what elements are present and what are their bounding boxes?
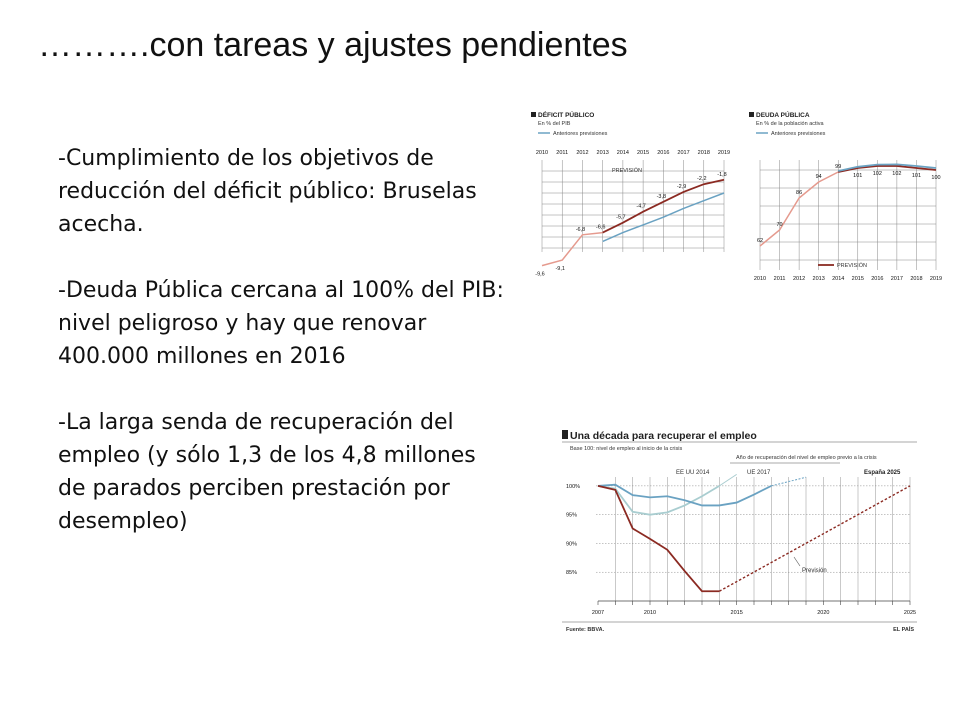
- employment-series-line: [598, 486, 719, 591]
- deficit-forecast-annotation: PREVISIÓN: [612, 168, 642, 174]
- debt-data-label: 102: [892, 171, 902, 177]
- deficit-x-tick: 2010: [535, 150, 549, 156]
- deficit-data-label: -2,9: [676, 183, 687, 190]
- employment-header-line: Año de recuperación del nivel de empleo previo a la crisis: [736, 455, 877, 461]
- debt-x-tick: 2014: [832, 276, 845, 282]
- debt-x-tick: 2012: [792, 276, 806, 282]
- debt-x-tick: 2016: [871, 276, 884, 282]
- employment-x-tick: 2010: [643, 610, 657, 616]
- debt-chart-title: DEUDA PÚBLICA: [756, 112, 810, 119]
- employment-x-tick: 2025: [903, 610, 917, 616]
- deficit-x-tick: 2014: [616, 150, 630, 156]
- debt-chart-subtitle: En % de la población activa: [756, 121, 824, 127]
- bullet-list: [58, 142, 508, 571]
- deficit-data-label: -3,8: [656, 193, 667, 200]
- deficit-x-tick: 2018: [697, 150, 710, 156]
- deficit-data-label: -2,2: [697, 176, 707, 183]
- employment-spain-label: España 2025: [864, 470, 901, 476]
- debt-x-tick: 2018: [910, 276, 923, 282]
- employment-y-tick: 100%: [566, 483, 581, 490]
- employment-y-axis: [566, 484, 580, 576]
- deficit-chart-title: DÉFICIT PÚBLICO: [538, 112, 595, 119]
- debt-x-tick: 2015: [851, 276, 864, 282]
- debt-x-tick: 2017: [890, 276, 904, 282]
- employment-chart: [560, 425, 920, 637]
- slide-title: ……….con tareas y ajustes pendientes: [38, 26, 628, 64]
- deficit-x-tick: 2017: [677, 150, 690, 156]
- deficit-data-labels: [535, 172, 726, 278]
- deficit-data-label: -9,6: [535, 271, 545, 278]
- employment-title-marker: [562, 430, 568, 439]
- deficit-x-tick: 2013: [596, 150, 609, 156]
- debt-data-label: 86: [796, 190, 803, 196]
- deficit-title-marker: [531, 112, 536, 117]
- employment-chart-title: Una década para recuperar el empleo: [570, 430, 757, 442]
- debt-forecast-legend-label: PREVISIÓN: [837, 263, 867, 269]
- debt-x-tick: 2019: [929, 276, 943, 282]
- debt-chart: [748, 108, 948, 286]
- employment-x-axis: [592, 601, 916, 616]
- employment-y-tick: 85%: [566, 570, 578, 577]
- debt-data-label: 102: [872, 171, 882, 177]
- bullet-employment: -La larga senda de recuperación del empleo (y sólo 1,3 de los 4,8 millones de parados perciben prestación por desempleo): [58, 410, 476, 534]
- employment-source: Fuente: BBVA.: [566, 627, 605, 633]
- deficit-data-label: -1,8: [717, 171, 727, 178]
- debt-data-labels: [757, 164, 941, 244]
- debt-x-axis: [754, 276, 942, 282]
- bullet-debt: -Deuda Pública cercana al 100% del PIB: nivel peligroso y hay que renovar 400.000 millones en 2016: [58, 278, 504, 369]
- deficit-data-label: -6,6: [595, 224, 606, 231]
- employment-chart-subtitle: Base 100: nivel de empleo al inicio de la crisis: [570, 446, 683, 452]
- deficit-legend-label: Anteriores previsiones: [553, 131, 608, 137]
- employment-usa-pointer: [719, 474, 736, 486]
- employment-header-annotation: [736, 455, 877, 461]
- employment-y-tick: 90%: [566, 541, 578, 548]
- debt-x-tick: 2011: [773, 276, 786, 282]
- employment-x-tick: 2007: [591, 610, 605, 616]
- deficit-x-tick: 2016: [657, 150, 670, 156]
- deficit-data-label: -6,8: [575, 226, 586, 233]
- deficit-x-tick: 2015: [636, 150, 650, 156]
- debt-data-label: 62: [756, 238, 764, 244]
- employment-usa-label: EE UU 2014: [676, 470, 710, 476]
- debt-grid: [760, 160, 936, 270]
- deficit-series-line: [542, 233, 603, 266]
- employment-forecast-leader: [794, 557, 800, 566]
- bullet-deficit: -Cumplimiento de los objetivos de reducción del déficit público: Bruselas acecha.: [58, 146, 477, 237]
- debt-data-label: 99: [835, 164, 842, 170]
- debt-data-label: 94: [815, 174, 822, 180]
- debt-series: [760, 164, 936, 246]
- employment-forecast-label: Previsión: [802, 568, 827, 574]
- deficit-x-tick: 2012: [576, 150, 589, 156]
- employment-x-tick: 2015: [730, 610, 743, 616]
- debt-x-tick: 2013: [812, 276, 825, 282]
- deficit-chart: [530, 108, 735, 286]
- debt-x-tick: 2010: [753, 276, 767, 282]
- debt-data-label: 101: [853, 173, 863, 179]
- debt-legend-label: Anteriores previsiones: [771, 131, 826, 137]
- employment-y-tick: 95%: [566, 512, 578, 519]
- deficit-chart-subtitle: En % del PIB: [538, 121, 571, 127]
- deficit-data-label: -9,1: [555, 266, 565, 273]
- employment-credit: EL PAÍS: [893, 627, 914, 633]
- employment-x-tick: 2020: [817, 610, 830, 616]
- deficit-x-axis: [536, 150, 730, 156]
- deficit-x-tick: 2019: [717, 150, 731, 156]
- employment-eu-label: UE 2017: [747, 470, 771, 476]
- deficit-series: [542, 180, 724, 266]
- deficit-data-label: -4,7: [636, 203, 646, 210]
- employment-series-line: [719, 486, 910, 591]
- debt-data-label: 101: [911, 173, 922, 179]
- debt-title-marker: [749, 112, 754, 117]
- deficit-x-tick: 2011: [556, 150, 569, 156]
- debt-data-label: 100: [931, 175, 941, 181]
- debt-data-label: 70: [776, 222, 783, 228]
- deficit-data-label: -5,7: [616, 214, 626, 221]
